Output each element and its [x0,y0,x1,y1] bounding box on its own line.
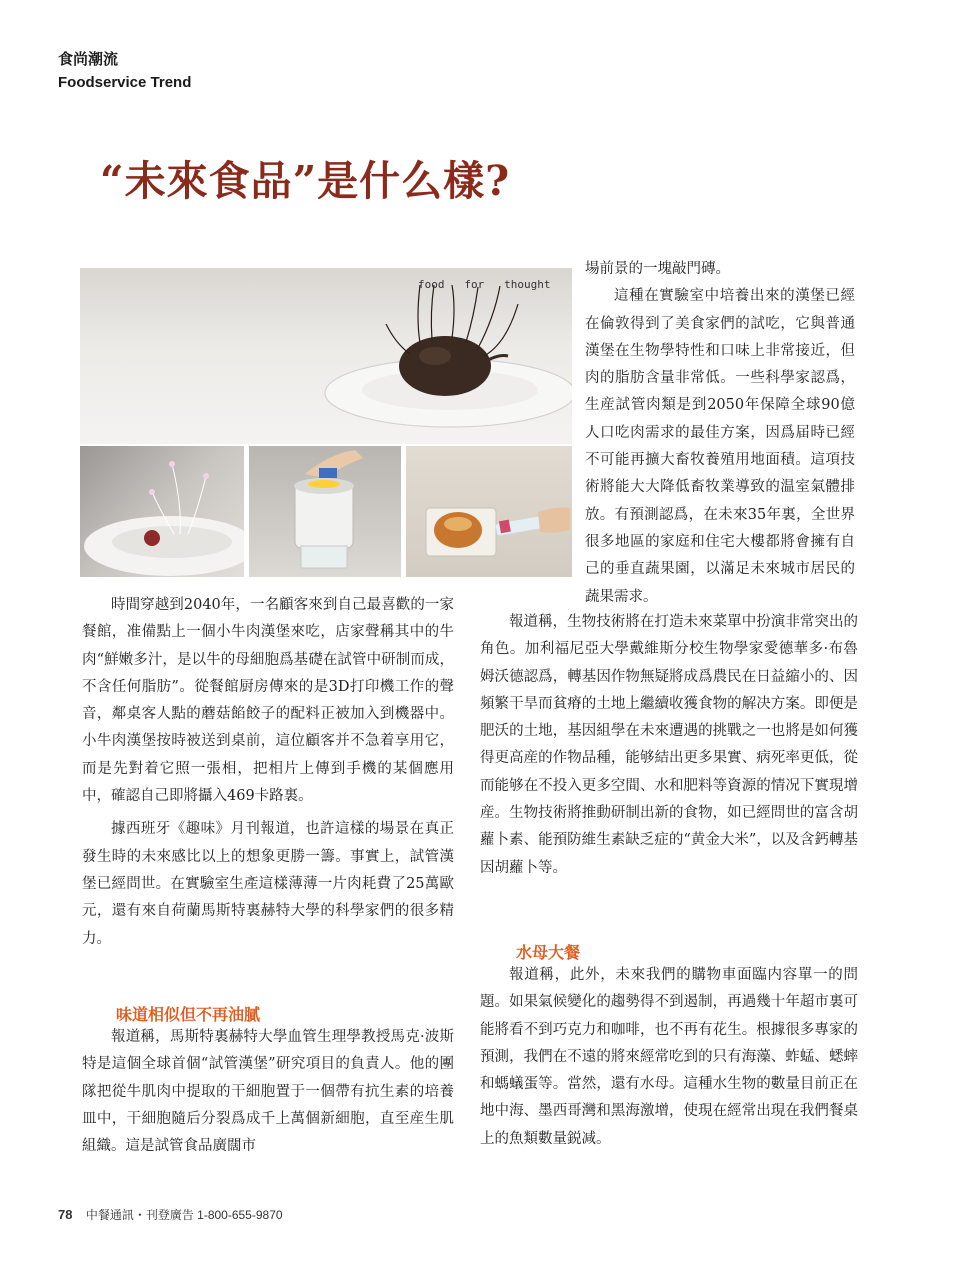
article-right-column [480,609,858,882]
photo-caption-food-for-thought: food for thought [418,278,551,291]
glass-illustration [406,446,572,577]
footer-advertising-text: 中餐通訊・刊登廣告 1-800-655-9870 [85,1208,283,1222]
subheading-jellyfish-meal: 水母大餐 [516,943,581,962]
article-right-column-top [585,256,855,611]
article-paragraph: 這種在實驗室中培養出來的漢堡已經在倫敦得到了美食家們的試吃，它與普通漢堡在生物學特性和口味上非常接近，但肉的脂肪含量非常低。一些科學家認爲，生産試管肉類是到2050年保障全球90億人口吃肉需求的最佳方案，因爲届時已經不可能再擴大畜牧養殖用地面積。這項技術將能大大降低畜牧業導致的温室氣體排放。有預測認爲，在未來35年裏，全世界很多地區的家庭和住宅大樓都將會擁有自己的垂直蔬果園，以滿足未來城市居民的蔬果需求。 [585,288,855,605]
article-paragraph: 報道稱，此外，未來我們的購物車面臨内容單一的問題。如果氣候變化的趨勢得不到遏制，再過幾十年超市裏可能將看不到巧克力和咖啡，也不再有花生。根據很多專家的預測，我們在不遠的將來經常吃到的只有海藻、蚱蜢、蟋蟀和螞蟻蛋等。當然，還有水母。這種水生物的數量目前正在地中海、墨西哥灣和黑海激增，使現在經常出現在我們餐桌上的魚類數量鋭减。 [480,967,858,1147]
article-left-column-lower [82,1024,454,1160]
article-paragraph: 場前景的一塊敲門磚。 [585,261,730,277]
device-illustration [249,446,401,577]
page-number: 78 [58,1207,73,1222]
photo-bowl-with-berry [80,446,244,577]
page-footer [58,1206,283,1223]
main-photo-plate-with-root [80,268,572,444]
plate-illustration [80,268,572,444]
article-paragraph: 據西班牙《趣味》月刊報道，也許這樣的場景在真正發生時的未來感比以上的想象更勝一籌。事實上，試管漢堡已經問世。在實驗室生產這樣薄薄一片肉耗費了25萬歐元，還有來自荷蘭馬斯特裏赫特大學的科學家們的很多精力。 [82,821,454,947]
subheading-taste-similar: 味道相似但不再油膩 [116,1005,261,1024]
section-title-chinese: 食尚潮流 [58,50,119,68]
article-left-column [82,592,454,953]
article-paragraph: 報道稱，馬斯特裏赫特大學血管生理學教授馬克·波斯特是這個全球首個“試管漢堡”研究項目的負責人。他的團隊把從牛肌肉中提取的干細胞置于一個帶有抗生素的培養皿中，干細胞隨后分裂爲成千上萬個新細胞，直至産生肌組織。這是試管食品廣闊市 [82,1029,454,1155]
bowl-illustration [80,446,244,577]
photo-cylinder-device [249,446,401,577]
article-title: “未來食品”是什么樣? [100,157,511,205]
section-title-english: Foodservice Trend [58,74,192,91]
photo-food-in-glass [406,446,572,577]
article-right-column-lower [480,962,858,1153]
article-paragraph: 報道稱，生物技術將在打造未來菜單中扮演非常突出的角色。加利福尼亞大學戴維斯分校生物學家愛德華多·布魯姆沃德認爲，轉基因作物無疑將成爲農民在日益縮小的、因頻繁干旱而貧瘠的土地上繼續收獲食物的解决方案。即便是肥沃的土地，基因組學在未來遭遇的挑戰之一也將是如何獲得更高産的作物品種，能够結出更多果實、病死率更低，從而能够在不投入更多空間、水和肥料等資源的情况下實現增産。生物技術將推動研制出新的食物，如已經問世的富含胡蘿卜素、能預防維生素缺乏症的“黄金大米”，以及含鈣轉基因胡蘿卜等。 [480,614,858,876]
article-paragraph: 時間穿越到2040年，一名顧客來到自己最喜歡的一家餐館，准備點上一個小牛肉漢堡來吃，店家聲稱其中的牛肉“鮮嫩多汁，是以牛的母細胞爲基礎在試管中研制而成，不含任何脂肪”。從餐館厨房傳來的是3D打印機工作的聲音，鄰桌客人點的蘑菇餡餃子的配料正被加入到機器中。小牛肉漢堡按時被送到桌前，這位顧客并不急着享用它，而是先對着它照一張相，把相片上傳到手機的某個應用中，確認自己即將攝入469卡路裏。 [82,597,454,805]
